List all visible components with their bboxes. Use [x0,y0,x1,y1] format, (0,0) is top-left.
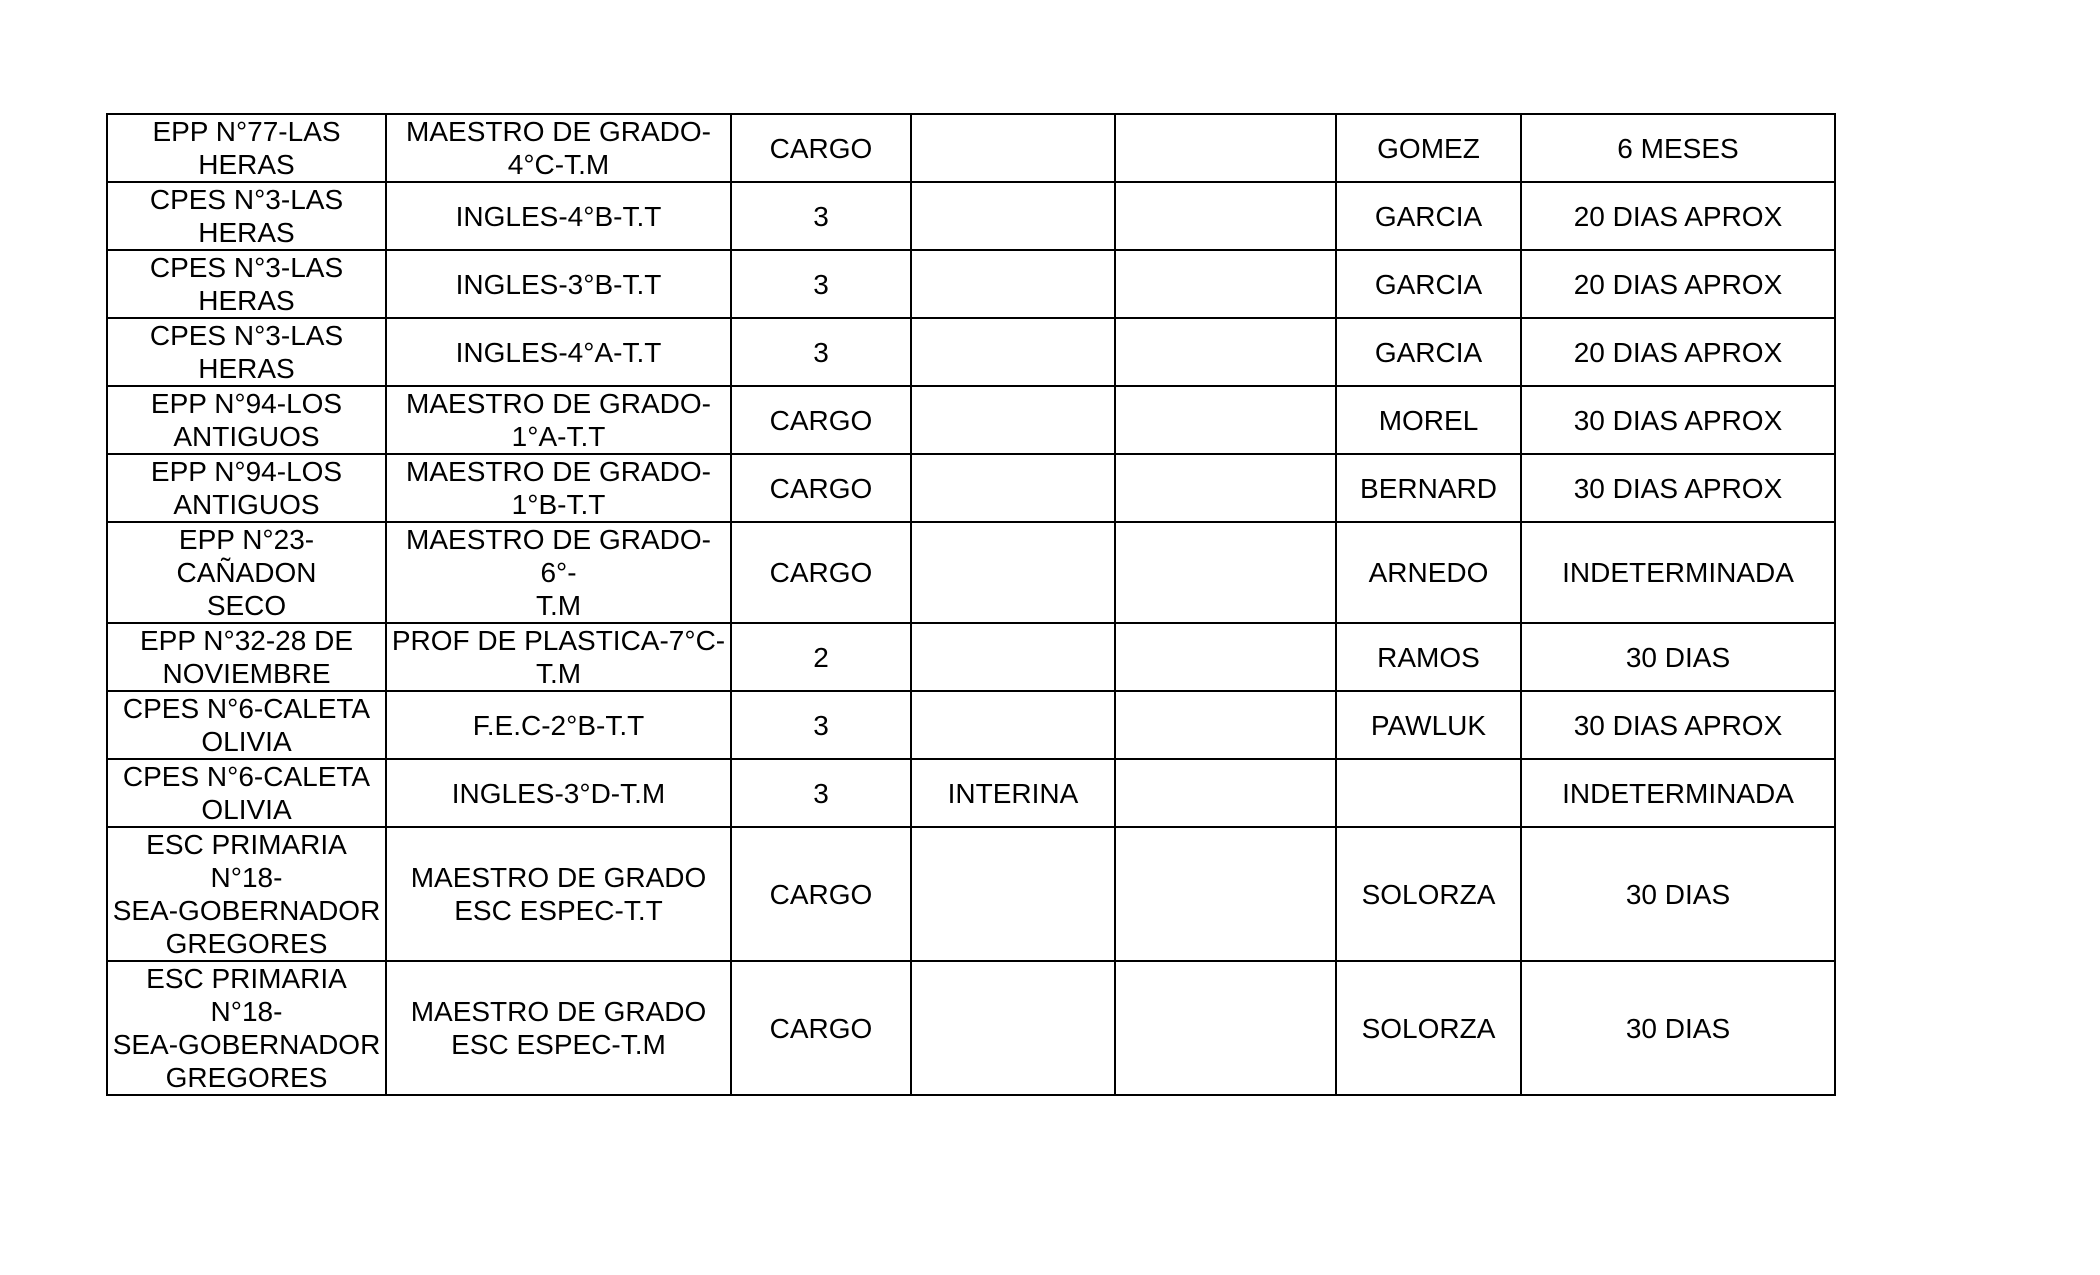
empty-cell [1115,318,1336,386]
duration-cell: 20 DIAS APROX [1521,182,1835,250]
position-cell: MAESTRO DE GRADO ESC ESPEC-T.T [386,827,731,961]
teacher-cell: SOLORZA [1336,827,1521,961]
hours-cell: 3 [731,691,911,759]
position-cell: INGLES-3°B-T.T [386,250,731,318]
status-cell [911,114,1115,182]
school-cell: EPP N°32-28 DE NOVIEMBRE [107,623,386,691]
hours-cell: 3 [731,318,911,386]
school-cell: ESC PRIMARIA N°18- SEA-GOBERNADOR GREGORES [107,961,386,1095]
duration-cell: INDETERMINADA [1521,759,1835,827]
hours-cell: 3 [731,759,911,827]
duration-cell: 30 DIAS [1521,623,1835,691]
school-cell: CPES N°6-CALETA OLIVIA [107,759,386,827]
status-cell [911,250,1115,318]
duration-cell: 30 DIAS APROX [1521,386,1835,454]
position-cell: MAESTRO DE GRADO ESC ESPEC-T.M [386,961,731,1095]
teacher-cell: BERNARD [1336,454,1521,522]
teacher-cell: GARCIA [1336,250,1521,318]
position-cell: MAESTRO DE GRADO- 4°C-T.M [386,114,731,182]
hours-cell: CARGO [731,386,911,454]
empty-cell [1115,623,1336,691]
school-cell: CPES N°3-LAS HERAS [107,318,386,386]
position-cell: MAESTRO DE GRADO- 1°A-T.T [386,386,731,454]
table-row [107,250,1835,318]
school-cell: EPP N°94-LOS ANTIGUOS [107,454,386,522]
status-cell [911,623,1115,691]
status-cell [911,961,1115,1095]
status-cell [911,691,1115,759]
duration-cell: 30 DIAS [1521,827,1835,961]
table-row [107,522,1835,623]
table-row [107,827,1835,961]
status-cell [911,522,1115,623]
status-cell: INTERINA [911,759,1115,827]
position-cell: PROF DE PLASTICA-7°C- T.M [386,623,731,691]
teacher-cell [1336,759,1521,827]
duration-cell: 6 MESES [1521,114,1835,182]
empty-cell [1115,182,1336,250]
empty-cell [1115,250,1336,318]
empty-cell [1115,454,1336,522]
table-row [107,454,1835,522]
empty-cell [1115,827,1336,961]
status-cell [911,827,1115,961]
hours-cell: CARGO [731,114,911,182]
hours-cell: 2 [731,623,911,691]
table-row [107,623,1835,691]
empty-cell [1115,759,1336,827]
school-cell: EPP N°77-LAS HERAS [107,114,386,182]
teacher-cell: GARCIA [1336,182,1521,250]
position-cell: MAESTRO DE GRADO-6°- T.M [386,522,731,623]
hours-cell: CARGO [731,827,911,961]
table-row [107,961,1835,1095]
position-cell: INGLES-4°B-T.T [386,182,731,250]
empty-cell [1115,114,1336,182]
table-row [107,182,1835,250]
empty-cell [1115,691,1336,759]
hours-cell: 3 [731,182,911,250]
empty-cell [1115,961,1336,1095]
school-cell: EPP N°94-LOS ANTIGUOS [107,386,386,454]
position-cell: INGLES-4°A-T.T [386,318,731,386]
duration-cell: 30 DIAS [1521,961,1835,1095]
duration-cell: 30 DIAS APROX [1521,454,1835,522]
teacher-cell: RAMOS [1336,623,1521,691]
status-cell [911,182,1115,250]
duration-cell: 30 DIAS APROX [1521,691,1835,759]
hours-cell: CARGO [731,522,911,623]
status-cell [911,454,1115,522]
table-row [107,318,1835,386]
school-cell: EPP N°23-CAÑADON SECO [107,522,386,623]
teacher-cell: SOLORZA [1336,961,1521,1095]
empty-cell [1115,522,1336,623]
table-row [107,759,1835,827]
status-cell [911,386,1115,454]
duration-cell: INDETERMINADA [1521,522,1835,623]
school-cell: ESC PRIMARIA N°18- SEA-GOBERNADOR GREGORES [107,827,386,961]
hours-cell: CARGO [731,961,911,1095]
teacher-cell: PAWLUK [1336,691,1521,759]
teacher-cell: GOMEZ [1336,114,1521,182]
teacher-cell: MOREL [1336,386,1521,454]
duration-cell: 20 DIAS APROX [1521,250,1835,318]
table-row [107,386,1835,454]
hours-cell: 3 [731,250,911,318]
status-cell [911,318,1115,386]
school-cell: CPES N°3-LAS HERAS [107,250,386,318]
hours-cell: CARGO [731,454,911,522]
school-cell: CPES N°6-CALETA OLIVIA [107,691,386,759]
position-cell: F.E.C-2°B-T.T [386,691,731,759]
table-row [107,691,1835,759]
position-cell: INGLES-3°D-T.M [386,759,731,827]
school-cell: CPES N°3-LAS HERAS [107,182,386,250]
table-row [107,114,1835,182]
teacher-cell: GARCIA [1336,318,1521,386]
teacher-cell: ARNEDO [1336,522,1521,623]
empty-cell [1115,386,1336,454]
vacancies-table [106,113,1836,1096]
position-cell: MAESTRO DE GRADO- 1°B-T.T [386,454,731,522]
duration-cell: 20 DIAS APROX [1521,318,1835,386]
